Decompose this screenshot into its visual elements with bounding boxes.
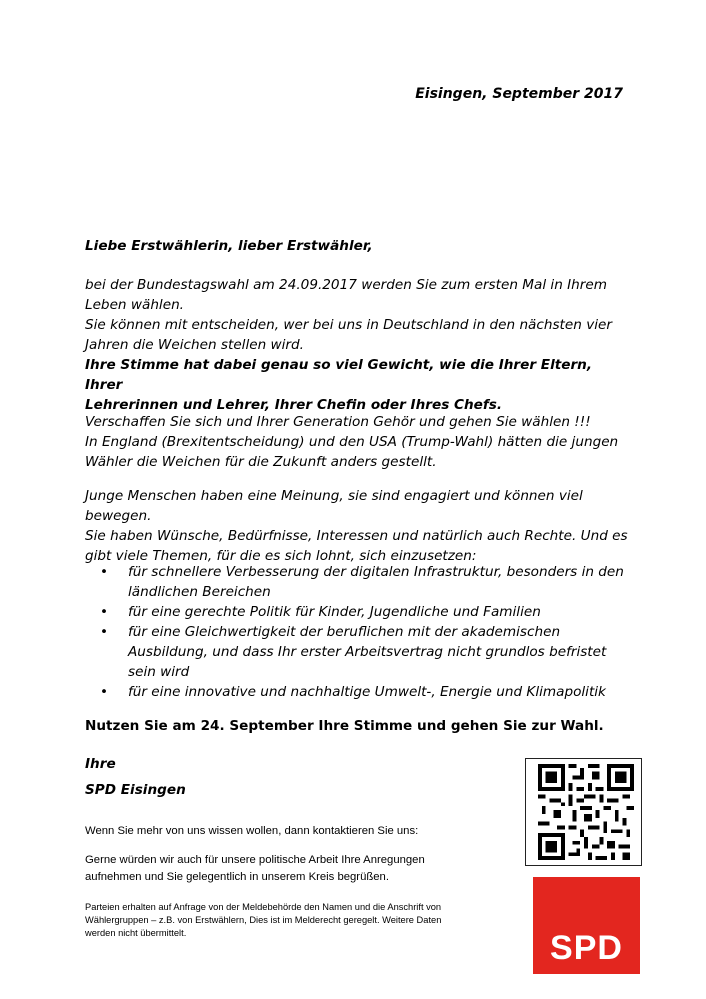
text-line: gibt viele Themen, für die es sich lohnt, sich einzusetzen:: [85, 548, 477, 564]
signoff: Ihre: [85, 756, 116, 772]
invitation-text: [85, 852, 485, 886]
letter-date: Eisingen, September 2017: [415, 86, 623, 102]
vote-callout: Nutzen Sie am 24. September Ihre Stimme und gehen Sie zur Wahl.: [85, 718, 604, 734]
signature: SPD Eisingen: [85, 782, 186, 798]
list-item-line: • für eine Gleichwertigkeit der beruflichen mit der akademischen: [128, 624, 561, 640]
list-item: [100, 562, 630, 602]
text-line: werden nicht übermittelt.: [85, 928, 187, 938]
text-line-emphasis: Lehrerinnen und Lehrer, Ihrer Chefin oder Ihres Chefs.: [85, 397, 503, 413]
list-item-line: ländlichen Bereichen: [128, 584, 271, 600]
list-item-line: Ausbildung, und dass Ihr erster Arbeitsvertrag nicht grundlos befristet: [128, 644, 607, 660]
paragraph-appeal: [85, 412, 630, 472]
topics-list: [100, 562, 630, 702]
greeting: Liebe Erstwählerin, lieber Erstwähler,: [85, 238, 373, 254]
text-line: Wählergruppen – z.B. von Erstwählern, Dies ist im Melderecht geregelt. Weitere Daten: [85, 915, 442, 925]
list-item-line: • für schnellere Verbesserung der digitalen Infrastruktur, besonders in den: [128, 564, 624, 580]
list-item: [100, 602, 630, 622]
text-line: Junge Menschen haben eine Meinung, sie sind engagiert und können viel bewegen.: [85, 488, 583, 524]
contact-text: Wenn Sie mehr von uns wissen wollen, dann kontaktieren Sie uns:: [85, 825, 419, 837]
text-line: aufnehmen und Sie gelegentlich in unserem Kreis begrüßen.: [85, 871, 389, 883]
legal-notice: [85, 901, 485, 940]
list-item: [100, 622, 630, 682]
list-item-line: sein wird: [128, 664, 190, 680]
paragraph-intro: [85, 275, 630, 415]
list-item-line: • für eine gerechte Politik für Kinder, Jugendliche und Familien: [128, 604, 541, 620]
text-line: Sie haben Wünsche, Bedürfnisse, Interessen und natürlich auch Rechte. Und es: [85, 528, 628, 544]
list-item-line: • für eine innovative und nachhaltige Umwelt-, Energie und Klimapolitik: [128, 684, 606, 700]
text-line: Gerne würden wir auch für unsere politische Arbeit Ihre Anregungen: [85, 854, 425, 866]
text-line-emphasis: Ihre Stimme hat dabei genau so viel Gewicht, wie die Ihrer Eltern, Ihrer: [85, 357, 592, 393]
text-line: Jahren die Weichen stellen wird.: [85, 337, 304, 353]
text-line: Wähler die Weichen für die Zukunft anders gestellt.: [85, 454, 437, 470]
spd-logo-text: SPD: [550, 929, 623, 967]
paragraph-topics: [85, 486, 630, 566]
spd-logo: [533, 877, 640, 974]
text-line: Sie können mit entscheiden, wer bei uns in Deutschland in den nächsten vier: [85, 317, 612, 333]
text-line: In England (Brexitentscheidung) und den USA (Trump-Wahl) hätten die jungen: [85, 434, 619, 450]
list-item: [100, 682, 630, 702]
text-line: Verschaffen Sie sich und Ihrer Generation Gehör und gehen Sie wählen !!!: [85, 414, 591, 430]
text-line: Leben wählen.: [85, 297, 185, 313]
qr-code-frame[interactable]: [525, 758, 642, 866]
qr-code-icon[interactable]: [538, 764, 634, 860]
text-line: Parteien erhalten auf Anfrage von der Meldebehörde den Namen und die Anschrift von: [85, 902, 442, 912]
text-line: bei der Bundestagswahl am 24.09.2017 werden Sie zum ersten Mal in Ihrem: [85, 277, 607, 293]
